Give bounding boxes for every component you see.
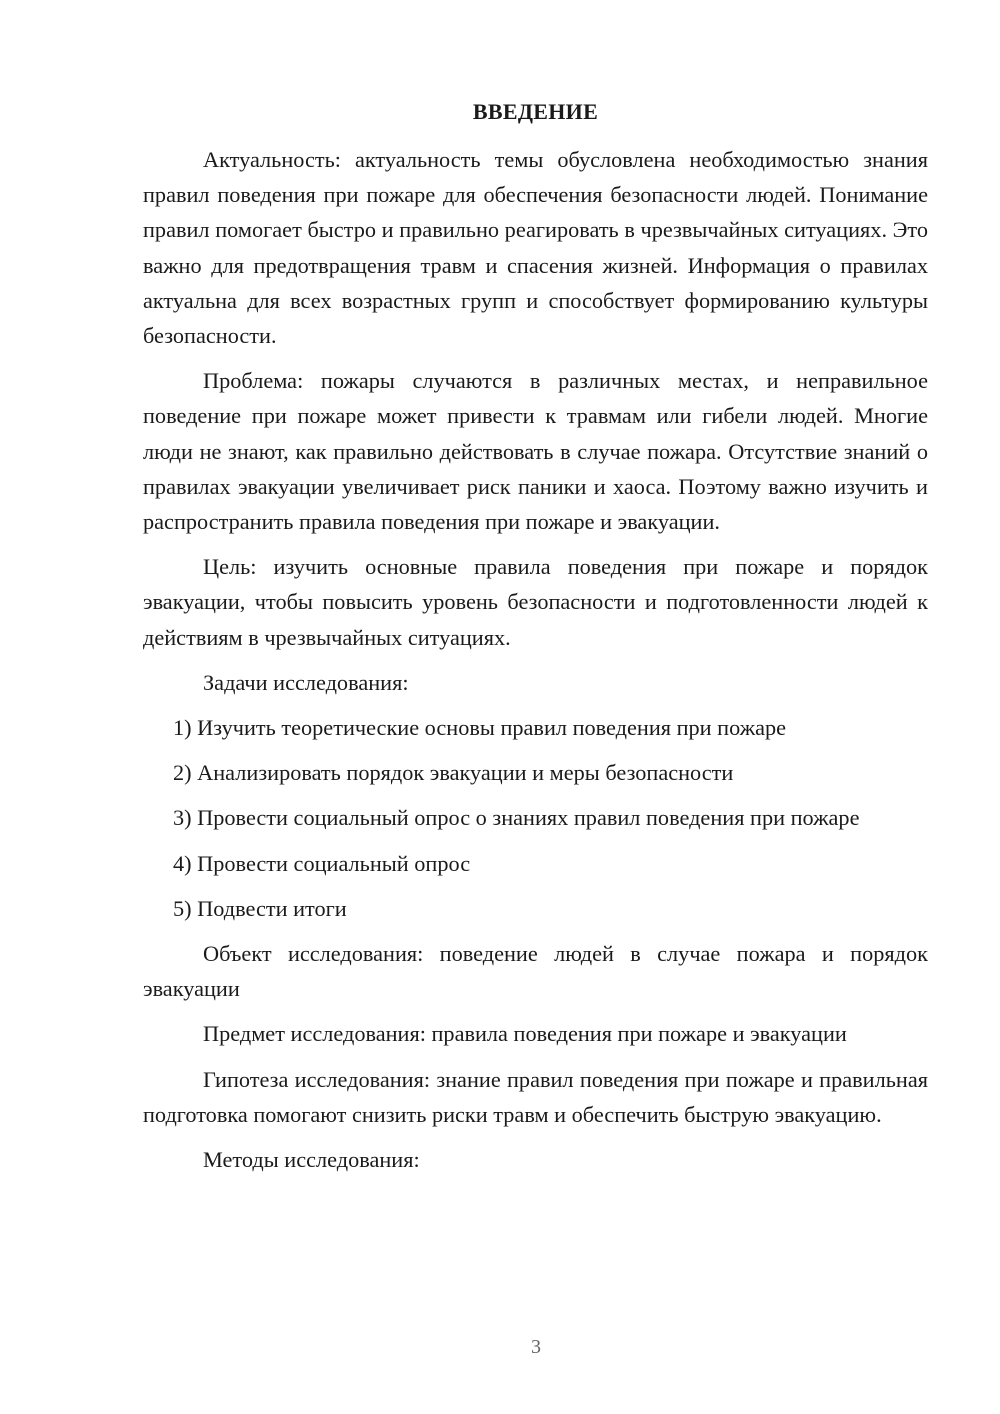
paragraph-problem: Проблема: пожары случаются в различных местах, и неправильное поведение при пожаре может привести к травмам или гибели людей. Многие люди не знают, как правильно действовать в случае пожара. Отсутствие знаний о правилах эвакуации увеличивает риск паники и хаоса. Поэтому важно изучить и распространить правила поведения при пожаре и эвакуации. — [143, 368, 928, 535]
tasks-heading: Задачи исследования: — [203, 669, 409, 695]
task-item-3: 3) Провести социальный опрос о знаниях правил поведения при пожаре — [173, 805, 860, 831]
task-item-5: 5) Подвести итоги — [173, 895, 347, 921]
paragraph-hypothesis: Гипотеза исследования: знание правил поведения при пожаре и правильная подготовка помогают снизить риски травм и обеспечить быструю эвакуацию. — [143, 1066, 928, 1127]
page-title: ВВЕДЕНИЕ — [472, 99, 599, 124]
paragraph-subject: Предмет исследования: правила поведения при пожаре и эвакуации — [203, 1021, 847, 1047]
task-item-4: 4) Провести социальный опрос — [173, 850, 471, 876]
task-item-2: 2) Анализировать порядок эвакуации и меры безопасности — [173, 760, 734, 786]
paragraph-relevance: Актуальность: актуальность темы обусловлена необходимостью знания правил поведения при пожаре для обеспечения безопасности людей. Понимание правил помогает быстро и правильно реагировать в чрезвычайных ситуациях. Это важно для предотвращения травм и спасения жизней. Информация о правилах актуальна для всех возрастных групп и способствует формированию культуры безопасности. — [143, 147, 928, 349]
task-item-1: 1) Изучить теоретические основы правил поведения при пожаре — [173, 715, 787, 741]
page-number: 3 — [531, 1336, 541, 1358]
paragraph-goal: Цель: изучить основные правила поведения при пожаре и порядок эвакуации, чтобы повысить уровень безопасности и подготовленности людей к действиям в чрезвычайных ситуациях. — [143, 554, 928, 650]
paragraph-object: Объект исследования: поведение людей в случае пожара и порядок эвакуации — [143, 941, 928, 1002]
paragraph-methods: Методы исследования: — [203, 1147, 420, 1173]
document-body — [143, 142, 928, 1187]
